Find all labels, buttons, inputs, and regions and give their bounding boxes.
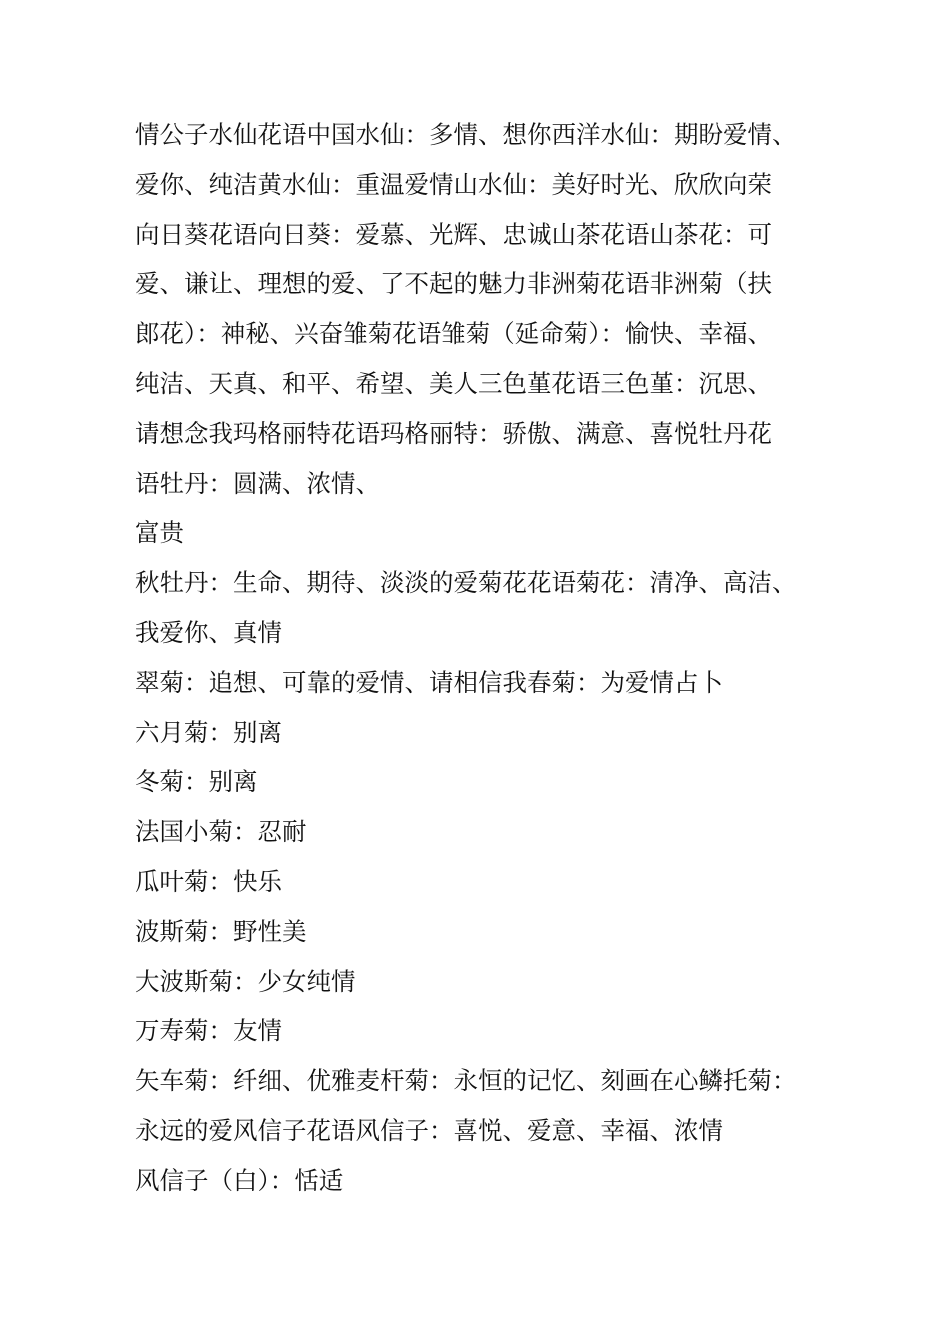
text-line: 纯洁、天真、和平、希望、美人三色堇花语三色堇：沉思、 bbox=[135, 368, 772, 398]
text-line: 郎花）：神秘、兴奋雏菊花语雏菊（延命菊）：愉快、幸福、 bbox=[135, 319, 772, 349]
text-line: 风信子（白）：恬适 bbox=[135, 1165, 344, 1195]
text-line: 我爱你、真情 bbox=[135, 617, 282, 647]
text-line: 翠菊：追想、可靠的爱情、请相信我春菊：为爱情占卜 bbox=[135, 667, 723, 697]
text-line: 瓜叶菊：快乐 bbox=[135, 866, 282, 896]
text-line: 永远的爱风信子花语风信子：喜悦、爱意、幸福、浓情 bbox=[135, 1115, 723, 1145]
text-line: 爱、谦让、理想的爱、了不起的魅力非洲菊花语非洲菊（扶 bbox=[135, 269, 772, 299]
text-line: 请想念我玛格丽特花语玛格丽特：骄傲、满意、喜悦牡丹花 bbox=[135, 418, 772, 448]
text-line: 情公子水仙花语中国水仙：多情、想你西洋水仙：期盼爱情、 bbox=[135, 120, 797, 149]
text-line: 爱你、纯洁黄水仙：重温爱情山水仙：美好时光、欣欣向荣 bbox=[135, 169, 772, 199]
text-line: 秋牡丹：生命、期待、淡淡的爱菊花花语菊花：清净、高洁、 bbox=[135, 568, 797, 598]
text-line: 矢车菊：纤细、优雅麦杆菊：永恒的记忆、刻画在心鳞托菊： bbox=[135, 1066, 797, 1096]
text-line: 向日葵花语向日葵：爱慕、光辉、忠诚山茶花语山茶花：可 bbox=[135, 219, 772, 249]
text-line: 富贵 bbox=[135, 518, 184, 548]
text-line: 六月菊：别离 bbox=[135, 717, 282, 747]
text-line: 语牡丹：圆满、浓情、 bbox=[135, 468, 380, 498]
text-line: 大波斯菊：少女纯情 bbox=[135, 966, 356, 996]
text-line: 波斯菊：野性美 bbox=[135, 916, 307, 946]
text-line: 法国小菊：忍耐 bbox=[135, 817, 307, 847]
document-body bbox=[135, 110, 825, 1206]
text-line: 万寿菊：友情 bbox=[135, 1016, 282, 1046]
text-line: 冬菊：别离 bbox=[135, 767, 258, 797]
